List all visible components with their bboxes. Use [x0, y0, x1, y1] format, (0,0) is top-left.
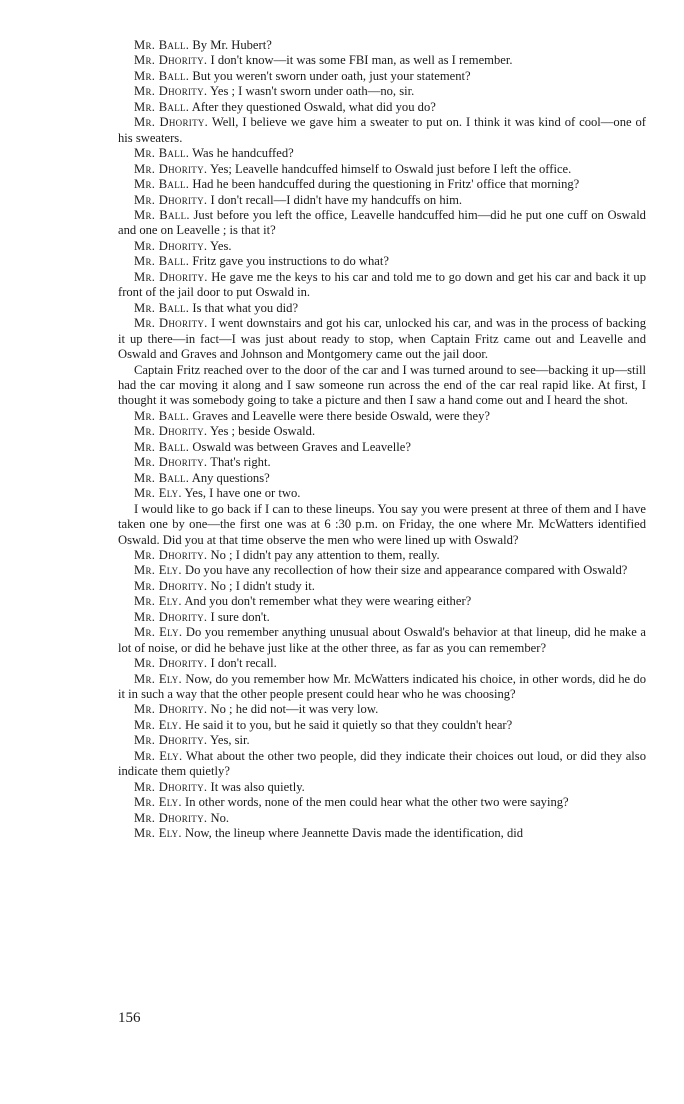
speaker-name: Mr. Ely. [134, 826, 182, 841]
speech-text: Yes ; I wasn't sworn under oath—no, sir. [210, 84, 415, 99]
speech-text: But you weren't sworn under oath, just your statement? [192, 68, 471, 83]
speech-text: Yes. [210, 238, 232, 253]
testimony-paragraph [118, 610, 646, 625]
speaker-name: Mr. Ball. [134, 68, 190, 83]
testimony-paragraph [118, 455, 646, 470]
speaker-name: Mr. Ball. [134, 470, 190, 485]
testimony-paragraph [118, 177, 646, 192]
speech-text: Is that what you did? [192, 300, 299, 315]
speech-text: He said it to you, but he said it quietly so that they couldn't hear? [185, 717, 513, 732]
speaker-name: Mr. Dhority. [134, 84, 208, 99]
speech-text: Well, I believe we gave him a sweater to put on. I think it was kind of cool—one of his sweaters. [118, 115, 646, 145]
speech-text: It was also quietly. [210, 779, 305, 794]
testimony-paragraph [118, 780, 646, 795]
speech-text: Graves and Leavelle were there beside Oswald, were they? [192, 408, 490, 423]
speech-text: I would like to go back if I can to these lineups. You say you were present at three of them and I have taken one by one—the first one was at 6 :30 p.m. on Friday, the one where Mr. McWatters identified Oswald. Did you at that time observe the men who were lined up with Oswald? [118, 501, 646, 547]
testimony-paragraph [118, 424, 646, 439]
testimony-paragraph [118, 486, 646, 501]
testimony-paragraph [118, 316, 646, 362]
speaker-name: Mr. Dhority. [134, 115, 209, 130]
speaker-name: Mr. Dhority. [134, 161, 208, 176]
speaker-name: Mr. Dhority. [134, 733, 208, 748]
speaker-name: Mr. Dhority. [134, 316, 208, 331]
testimony-paragraph [118, 409, 646, 424]
speaker-name: Mr. Ball. [134, 146, 190, 161]
speaker-name: Mr. Dhority. [134, 238, 208, 253]
speech-text: Was he handcuffed? [192, 146, 294, 161]
speaker-name: Mr. Dhority. [134, 547, 208, 562]
speaker-name: Mr. Ely. [134, 486, 182, 501]
speaker-name: Mr. Dhority. [134, 702, 208, 717]
speech-text: No ; I didn't pay any attention to them, really. [210, 547, 440, 562]
testimony-paragraph [118, 811, 646, 826]
speech-text: Had he been handcuffed during the questioning in Fritz' office that morning? [192, 177, 580, 192]
speech-text: Yes, I have one or two. [184, 486, 301, 501]
speech-text: In other words, none of the men could hear what the other two were saying? [185, 795, 569, 810]
speaker-name: Mr. Ely. [134, 748, 183, 763]
speaker-name: Mr. Ball. [134, 99, 190, 114]
testimony-paragraph [118, 254, 646, 269]
speaker-name: Mr. Ball. [134, 408, 190, 423]
testimony-paragraph [118, 471, 646, 486]
testimony-paragraph [118, 826, 646, 841]
speech-text: No ; I didn't study it. [210, 578, 315, 593]
speaker-name: Mr. Ely. [134, 717, 182, 732]
testimony-paragraph [118, 270, 646, 301]
testimony-paragraph [118, 38, 646, 53]
speaker-name: Mr. Ely. [134, 671, 183, 686]
speaker-name: Mr. Ball. [134, 207, 190, 222]
testimony-paragraph [118, 115, 646, 146]
speaker-name: Mr. Dhority. [134, 53, 208, 68]
testimony-paragraph [118, 84, 646, 99]
speaker-name: Mr. Ely. [134, 625, 183, 640]
testimony-paragraph [118, 749, 646, 780]
speaker-name: Mr. Dhority. [134, 779, 208, 794]
speaker-name: Mr. Ball. [134, 38, 190, 52]
speaker-name: Mr. Ball. [134, 177, 190, 192]
speaker-name: Mr. Ball. [134, 254, 190, 269]
speech-text: Captain Fritz reached over to the door of the car and I was turned around to see—backing it up—still had the car moving it along and I saw someone run across the end of the car real rapid like. At first, I thought it was somebody going to take a picture and then I saw a hand come out and I heard the shot. [118, 362, 646, 408]
speech-text: By Mr. Hubert? [192, 38, 272, 52]
speaker-name: Mr. Ely. [134, 795, 182, 810]
speech-text: Do you remember anything unusual about Oswald's behavior at that lineup, did he make a lot of noise, or did he behave just like at the other three, as far as you can remember? [118, 625, 647, 655]
testimony-paragraph [118, 672, 646, 703]
testimony-paragraph [118, 502, 646, 548]
speech-text: After they questioned Oswald, what did you do? [191, 99, 436, 114]
speech-text: And you don't remember what they were wearing either? [184, 594, 472, 609]
testimony-paragraph [118, 440, 646, 455]
testimony-paragraph [118, 702, 646, 717]
testimony-paragraph [118, 656, 646, 671]
testimony-paragraph [118, 625, 646, 656]
speech-text: I sure don't. [210, 609, 270, 624]
testimony-paragraph [118, 301, 646, 316]
testimony-paragraph [118, 100, 646, 115]
speech-text: What about the other two people, did they indicate their choices out loud, or did they also indicate them quietly? [118, 748, 647, 779]
testimony-paragraph [118, 594, 646, 609]
speaker-name: Mr. Dhority. [134, 609, 208, 624]
speech-text: I don't recall. [210, 656, 277, 671]
speech-text: I don't recall—I didn't have my handcuffs on him. [210, 192, 463, 207]
speech-text: That's right. [210, 455, 271, 470]
speech-text: Any questions? [191, 470, 270, 485]
speech-text: Do you have any recollection of how their size and appearance compared with Oswald? [185, 563, 628, 578]
speaker-name: Mr. Dhority. [134, 578, 208, 593]
speech-text: Yes; Leavelle handcuffed himself to Oswald just before I left the office. [210, 161, 572, 176]
speech-text: Yes ; beside Oswald. [210, 424, 316, 439]
speech-text: Now, the lineup where Jeannette Davis made the identification, did [185, 826, 524, 841]
testimony-paragraph [118, 563, 646, 578]
testimony-paragraph [118, 146, 646, 161]
testimony-paragraph [118, 718, 646, 733]
speech-text: Oswald was between Graves and Leavelle? [192, 439, 411, 454]
speaker-name: Mr. Ball. [134, 300, 190, 315]
speech-text: I don't know—it was some FBI man, as well as I remember. [210, 53, 513, 68]
testimony-paragraph [118, 363, 646, 409]
testimony-paragraph [118, 579, 646, 594]
testimony-paragraph [118, 53, 646, 68]
speaker-name: Mr. Dhority. [134, 455, 208, 470]
speaker-name: Mr. Dhority. [134, 269, 208, 284]
testimony-paragraph [118, 548, 646, 563]
speaker-name: Mr. Ely. [134, 563, 182, 578]
speech-text: Now, do you remember how Mr. McWatters indicated his choice, in other words, did he do it in such a way that the other people present could hear who he was choosing? [118, 671, 646, 702]
testimony-paragraph [118, 239, 646, 254]
speaker-name: Mr. Dhority. [134, 810, 208, 825]
testimony-paragraph [118, 193, 646, 208]
speech-text: He gave me the keys to his car and told me to go down and get his car and back it up front of the jail door to put Oswald in. [118, 269, 647, 300]
speaker-name: Mr. Dhority. [134, 424, 208, 439]
testimony-paragraph [118, 733, 646, 748]
speaker-name: Mr. Ely. [134, 594, 182, 609]
speaker-name: Mr. Dhority. [134, 656, 208, 671]
speech-text: No ; he did not—it was very low. [210, 702, 379, 717]
speech-text: I went downstairs and got his car, unlocked his car, and was in the process of backing it up there—in fact—I was just about ready to stop, when Captain Fritz came out and Leavelle and Oswald and Graves and Johnson and Montgomery came out the jail door. [118, 316, 647, 362]
speaker-name: Mr. Ball. [134, 439, 190, 454]
testimony-body [118, 38, 646, 842]
page-number: 156 [118, 1010, 141, 1026]
speech-text: Yes, sir. [210, 733, 250, 748]
speech-text: Just before you left the office, Leavelle handcuffed him—did he put one cuff on Oswald and one on Leavelle ; is that it? [118, 207, 646, 238]
testimony-paragraph [118, 162, 646, 177]
speaker-name: Mr. Dhority. [134, 192, 208, 207]
speech-text: No. [210, 810, 230, 825]
testimony-paragraph [118, 69, 646, 84]
testimony-paragraph [118, 208, 646, 239]
testimony-paragraph [118, 795, 646, 810]
speech-text: Fritz gave you instructions to do what? [192, 254, 389, 269]
